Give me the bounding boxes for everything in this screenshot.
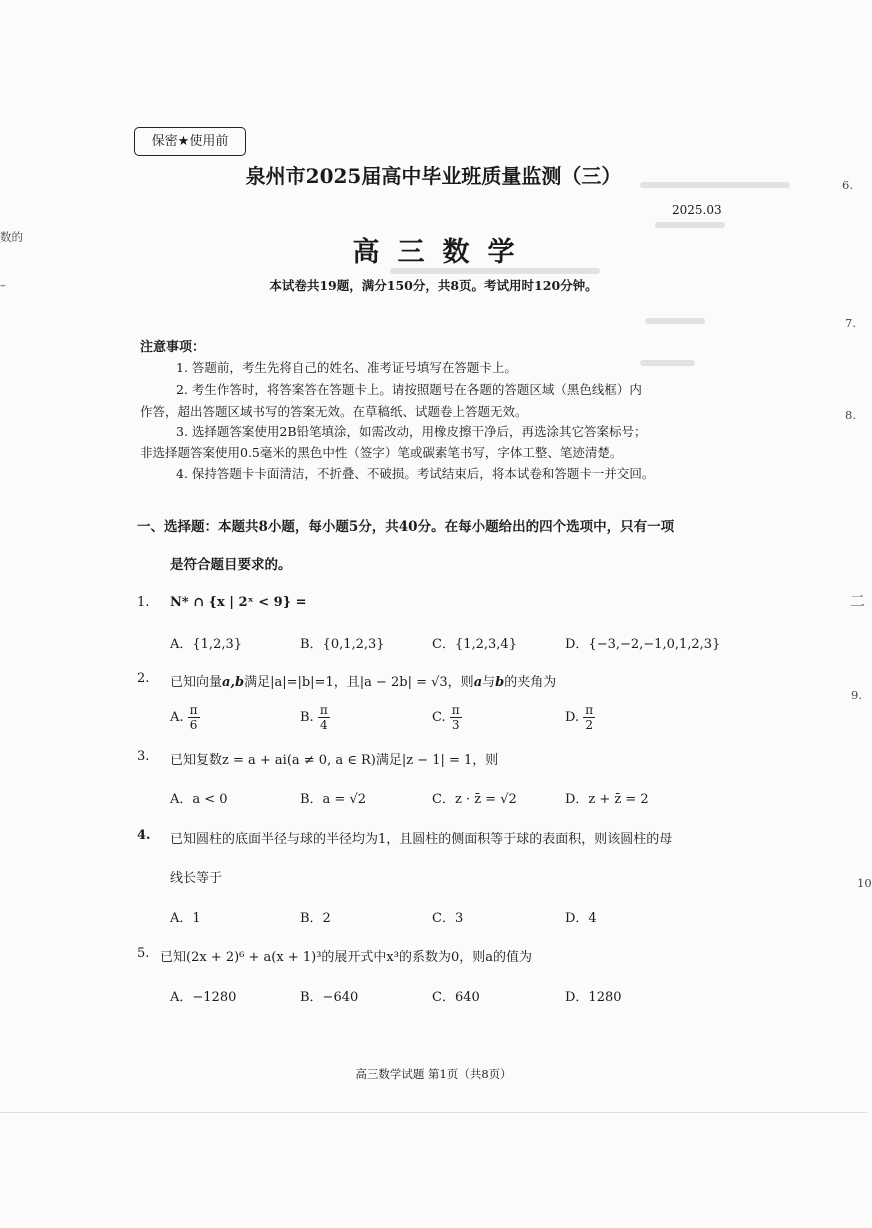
option-d bbox=[565, 703, 595, 732]
exam-info: 本试卷共19题，满分150分，共8页。考试用时120分钟。 bbox=[269, 278, 598, 293]
option-c bbox=[432, 703, 462, 732]
denominator: 4 bbox=[319, 718, 328, 732]
denominator: 6 bbox=[189, 718, 198, 732]
bleed-through bbox=[640, 360, 695, 366]
question-stem: 已知复数z = a + ai(a ≠ 0, a ∈ R)满足|z − 1| = 1，则 bbox=[170, 753, 499, 768]
option-c: C．640 bbox=[432, 990, 480, 1005]
option-a bbox=[170, 703, 200, 732]
stem-text: 已知向量 bbox=[170, 675, 223, 690]
numerator: π bbox=[585, 703, 594, 717]
numerator: π bbox=[319, 703, 328, 717]
question-stem bbox=[170, 671, 556, 690]
left-edge-text: 数的 bbox=[0, 230, 23, 244]
question-number: 3. bbox=[137, 749, 150, 764]
option-letter: A. bbox=[170, 710, 184, 725]
option-letter: D. bbox=[565, 710, 580, 725]
section-heading: 一、选择题：本题共8小题，每小题5分，共40分。在每小题给出的四个选项中，只有一项 bbox=[137, 519, 675, 535]
option-letter: C. bbox=[432, 710, 446, 725]
notice-line: 1. 答题前，考生先将自己的姓名、准考证号填写在答题卡上。 bbox=[176, 360, 517, 375]
right-edge-mark: 6. bbox=[842, 178, 853, 192]
stem-text: 与 bbox=[482, 675, 496, 690]
right-edge-mark: 7. bbox=[845, 316, 856, 330]
option-a: A．{1,2,3} bbox=[170, 637, 243, 652]
bleed-through bbox=[655, 222, 725, 228]
stem-var-b: b bbox=[495, 675, 505, 690]
question-stem: N* ∩ {x | 2ˣ < 9} = bbox=[170, 595, 307, 610]
page-footer: 高三数学试题 第1页（共8页） bbox=[355, 1067, 512, 1081]
notice-line: 作答，超出答题区域书写的答案无效。在草稿纸、试题卷上答题无效。 bbox=[140, 404, 528, 419]
option-d: D．1280 bbox=[565, 990, 622, 1005]
option-a: A．−1280 bbox=[170, 990, 237, 1005]
numerator: π bbox=[451, 703, 460, 717]
question-number: 1. bbox=[137, 595, 150, 610]
option-a: A．a < 0 bbox=[170, 792, 228, 807]
section-heading-cont: 是符合题目要求的。 bbox=[170, 557, 292, 573]
stem-vars: a,b bbox=[222, 675, 245, 690]
page-bottom-rule bbox=[0, 1112, 867, 1113]
stem-text: 满足|a|=|b|=1，且|a − 2b| = √3，则 bbox=[244, 675, 474, 690]
question-stem-cont: 线长等于 bbox=[170, 871, 223, 886]
option-b: B．−640 bbox=[300, 990, 359, 1005]
numerator: π bbox=[189, 703, 198, 717]
stem-text: 的夹角为 bbox=[504, 675, 557, 690]
option-b bbox=[300, 703, 330, 732]
question-stem: 已知圆柱的底面半径与球的半径均为1，且圆柱的侧面积等于球的表面积，则该圆柱的母 bbox=[170, 832, 673, 847]
fraction bbox=[188, 703, 200, 732]
option-b: B．a = √2 bbox=[300, 792, 367, 807]
option-letter: B. bbox=[300, 710, 314, 725]
option-d: D．4 bbox=[565, 911, 597, 926]
fraction bbox=[450, 703, 462, 732]
question-number: 5. bbox=[137, 946, 150, 961]
right-edge-mark: 8. bbox=[845, 408, 856, 422]
option-c: C．{1,2,3,4} bbox=[432, 637, 517, 652]
right-edge-mark: 二 bbox=[850, 592, 866, 610]
notice-title: 注意事项： bbox=[140, 340, 206, 355]
fraction bbox=[583, 703, 595, 732]
notice-line: 4. 保持答题卡卡面清洁，不折叠、不破损。考试结束后，将本试卷和答题卡一并交回。 bbox=[176, 466, 655, 481]
option-b: B．{0,1,2,3} bbox=[300, 637, 385, 652]
right-edge-mark: 9. bbox=[851, 688, 862, 702]
option-c: C．3 bbox=[432, 911, 464, 926]
question-stem: 已知(2x + 2)⁶ + a(x + 1)³的展开式中x³的系数为0，则a的值为 bbox=[160, 950, 532, 965]
option-a: A．1 bbox=[170, 911, 201, 926]
confidential-stamp: 保密★使用前 bbox=[134, 127, 246, 156]
fraction bbox=[318, 703, 330, 732]
question-number: 4. bbox=[137, 828, 151, 843]
option-c: C．z · z̄ = √2 bbox=[432, 792, 517, 807]
question-number: 2. bbox=[137, 671, 150, 686]
denominator: 3 bbox=[451, 718, 460, 732]
stem-var-a: a bbox=[473, 675, 483, 690]
option-b: B．2 bbox=[300, 911, 331, 926]
bleed-through bbox=[645, 318, 705, 324]
option-d: D．z + z̄ = 2 bbox=[565, 792, 649, 807]
subject-title: 高三数学 bbox=[352, 237, 533, 268]
option-d: D．{−3,−2,−1,0,1,2,3} bbox=[565, 637, 721, 652]
left-edge-dash: – bbox=[0, 278, 6, 292]
notice-line: 3. 选择题答案使用2B铅笔填涂，如需改动，用橡皮擦干净后，再选涂其它答案标号； bbox=[176, 424, 647, 439]
exam-title: 泉州市2025届高中毕业班质量监测（三） bbox=[245, 164, 622, 188]
denominator: 2 bbox=[585, 718, 593, 732]
notice-line: 2. 考生作答时，将答案答在答题卡上。请按照题号在各题的答题区域（黑色线框）内 bbox=[176, 382, 642, 397]
right-edge-mark: 10 bbox=[857, 876, 872, 890]
notice-line: 非选择题答案使用0.5毫米的黑色中性（签字）笔或碳素笔书写，字体工整、笔迹清楚。 bbox=[140, 445, 623, 460]
exam-date: 2025.03 bbox=[672, 203, 722, 217]
